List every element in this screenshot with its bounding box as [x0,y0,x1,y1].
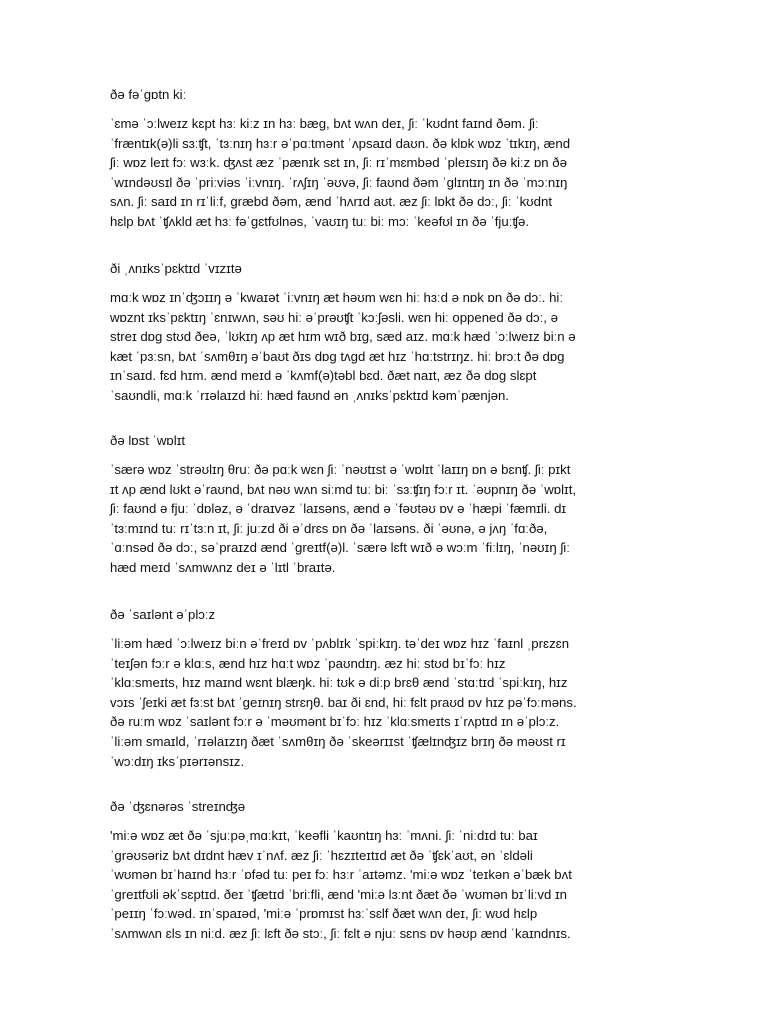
paragraph-line: ˈwɪndəʊsɪl ðə ˈpriːviəs ˈiːvnɪŋ. ˈrʌʃɪŋ ˈəʊvə, ʃiː faʊnd ðəm ˈɡlɪntɪŋ ɪn ðə ˈmɔːnɪŋ [110,174,568,190]
paragraph-line: ˈɑːnsəd ðə dɔː, səˈpraɪzd ænd ˈɡreɪtf(ə)l. ˈsærə lɛft wɪð ə wɔːm ˈfiːlɪŋ, ˈnəʊɪŋ ʃiː [110,540,570,556]
paragraph-line: vɔɪs ˈʃeɪki æt fɜːst bʌt ˈɡeɪnɪŋ strɛŋθ. baɪ ði ɛnd, hiː fɛlt praʊd ɒv hɪz pəˈfɔːməns. [110,694,577,710]
story-paragraph [110,826,658,944]
paragraph-line: sʌn. ʃiː saɪd ɪn rɪˈliːf, ɡræbd ðəm, ænd ˈhʌrɪd aʊt. æz ʃiː lɒkt ðə dɔː, ʃiː ˈkʊdnt [110,194,553,210]
story-paragraph [110,114,658,232]
paragraph-line: ɪt ʌp ænd lʊkt əˈraʊnd, bʌt nəʊ wʌn siːmd tuː biː ˈsɜːʧɪŋ fɔːr ɪt. ˈəʊpnɪŋ ðə ˈwɒlɪt, [110,481,577,497]
paragraph-line: streɪ dɒɡ stʊd ðeə, ˈlʊkɪŋ ʌp æt hɪm wɪð bɪɡ, sæd aɪz. mɑːk hæd ˈɔːlweɪz biːn ə [110,329,576,345]
paragraph-line: hɛlp bʌt ˈʧʌkld æt hɜː fəˈɡɛtfʊlnəs, ˈvaʊɪŋ tuː biː mɔː ˈkeəfʊl ɪn ðə ˈfjuːʧə. [110,213,530,229]
paragraph-line: ˈklɑːsmeɪts, hɪz maɪnd wɛnt blæŋk. hiː tʊk ə diːp brɛθ ænd ˈstɑːtɪd ˈspiːkɪŋ, hɪz [110,675,568,691]
paragraph-line: ˈsærə wɒz ˈstrəʊlɪŋ θruː ðə pɑːk wɛn ʃiː ˈnəʊtɪst ə ˈwɒlɪt ˈlaɪɪŋ ɒn ə bɛnʧ. ʃiː pɪkt [110,462,571,477]
paragraph-line: mɑːk wɒz ɪnˈʤɔɪɪŋ ə ˈkwaɪət ˈiːvnɪŋ æt həʊm wɛn hiː hɜːd ə nɒk ɒn ðə dɔː. hiː [110,290,564,305]
story-generous-stranger [110,798,658,944]
paragraph-line: ˈɡreɪtfʊli əkˈsɛptɪd. ðeɪ ˈʧætɪd ˈbriːfli, ænd 'miːə lɜːnt ðæt ðə ˈwʊmən bɪˈliːvd ɪn [110,886,567,902]
story-lost-wallet [110,432,658,578]
story-title: ðə fəˈɡɒtn kiː [110,87,187,102]
story-title: ðə lɒst ˈwɒlɪt [110,433,186,448]
story-unexpected-visitor [110,260,658,406]
paragraph-line: ˈsʌmwʌn ɛls ɪn niːd. æz ʃiː lɛft ðə stɔː, ʃiː fɛlt ə njuː sɛns ɒv həʊp ænd ˈkaɪndnɪs. [110,925,571,941]
paragraph-line: hæd meɪd ˈsʌmwʌnz deɪ ə ˈlɪtl ˈbraɪtə. [110,559,336,575]
paragraph-line: 'miːə wɒz æt ðə ˈsjuːpəˌmɑːkɪt, ˈkeəfli ˈkaʊntɪŋ hɜː ˈmʌni. ʃiː ˈniːdɪd tuː baɪ [110,828,538,843]
paragraph-line: kæt ˈpɜːsn, bʌt ˈsʌmθɪŋ əˈbaʊt ðɪs dɒɡ tʌɡd æt hɪz ˈhɑːtstrɪŋz. hiː brɔːt ðə dɒɡ [110,348,565,364]
paragraph-line: ˈliːəm hæd ˈɔːlweɪz biːn əˈfreɪd ɒv ˈpʌblɪk ˈspiːkɪŋ. təˈdeɪ wɒz hɪz ˈfaɪnl ˌprɛzɛn [110,636,570,651]
paragraph-line: ˈteɪʃən fɔːr ə klɑːs, ænd hɪz hɑːt wɒz ˈpaʊndɪŋ. æz hiː stʊd bɪˈfɔː hɪz [110,655,506,671]
story-paragraph [110,634,658,771]
paragraph-line: ɪnˈsaɪd. fɛd hɪm. ænd meɪd ə ˈkʌmf(ə)təbl bɛd. ðæt naɪt, æz ðə dɒɡ slɛpt [110,368,537,384]
paragraph-line: wɒznt ɪksˈpɛktɪŋ ˈɛnɪwʌn, səʊ hiː əˈprəʊʧt ˈkɔːʃəsli. wɛn hiː oppened ðə dɔː, ə [110,309,558,325]
paragraph-line: ʃiː wɒz leɪt fɔː wɜːk. ʤʌst æz ˈpænɪk sɛt ɪn, ʃiː rɪˈmɛmbəd ˈpleɪsɪŋ ðə kiːz ɒn ðə [110,155,567,171]
paragraph-line: ˈɡrəʊsəriz bʌt dɪdnt hæv ɪˈnʌf. æz ʃiː ˈhɛzɪteɪtɪd æt ðə ˈʧɛkˈaʊt, ən ˈɛldəli [110,847,533,863]
paragraph-line: ˈtɜːmɪnd tuː rɪˈtɜːn ɪt, ʃiː juːzd ði əˈdrɛs ɒn ðə ˈlaɪsəns. ði ˈəʊnə, ə jʌŋ ˈfɑːðə, [110,520,548,536]
story-title: ði ˌʌnɪksˈpɛktɪd ˈvɪzɪtə [110,261,242,276]
story-paragraph [110,460,658,578]
paragraph-line: ʃiː faʊnd ə fjuː ˈdɒləz, ə ˈdraɪvəz ˈlaɪsəns, ænd ə ˈfəʊtəʊ ɒv ə ˈhæpi ˈfæmɪli. dɪ [110,501,567,517]
story-title: ðə ˈʤɛnərəs ˈstreɪnʤə [110,799,246,814]
paragraph-line: ˈliːəm smaɪld, ˈrɪəlaɪzɪŋ ðæt ˈsʌmθɪŋ ðə ˈskeərɪɪst ˈʧælɪnʤɪz brɪŋ ðə məʊst rɪ [110,733,566,749]
story-silent-applause [110,606,658,771]
paragraph-line: ðə ruːm wɒz ˈsaɪlənt fɔːr ə ˈməʊmənt bɪˈfɔː hɪz ˈklɑːsmeɪts ɪˈrʌptɪd ɪn əˈplɔːz. [110,714,560,730]
paragraph-line: ˈɛmə ˈɔːlweɪz kɛpt hɜː kiːz ɪn hɜː bæɡ, bʌt wʌn deɪ, ʃiː ˈkʊdnt faɪnd ðəm. ʃiː [110,116,539,131]
paragraph-line: ˈfræntɪk(ə)li sɜːʧt, ˈtɜːnɪŋ hɜːr əˈpɑːtmənt ˈʌpsaɪd daʊn. ðə klɒk wɒz ˈtɪkɪŋ, ænd [110,135,571,151]
paragraph-line: ˈwʊmən bɪˈhaɪnd hɜːr ˈɒfəd tuː peɪ fɔː hɜːr ˈaɪtəmz. 'miːə wɒz ˈteɪkən əˈbæk bʌt [110,867,572,883]
paragraph-line: ˈsaʊndli, mɑːk ˈrɪəlaɪzd hiː hæd faʊnd ən ˌʌnɪksˈpɛktɪd kəmˈpænjən. [110,387,509,403]
story-paragraph [110,288,658,406]
story-forgotten-key [110,86,658,232]
paragraph-line: ˈpeɪɪŋ ˈfɔːwəd. ɪnˈspaɪəd, 'miːə ˈprɒmɪst hɜːˈsɛlf ðæt wʌn deɪ, ʃiː wʊd hɛlp [110,906,538,922]
paragraph-line: ˈwɔːdɪŋ ɪksˈpɪərɪənsɪz. [110,753,245,769]
story-title: ðə ˈsaɪlənt əˈplɔːz [110,607,216,622]
